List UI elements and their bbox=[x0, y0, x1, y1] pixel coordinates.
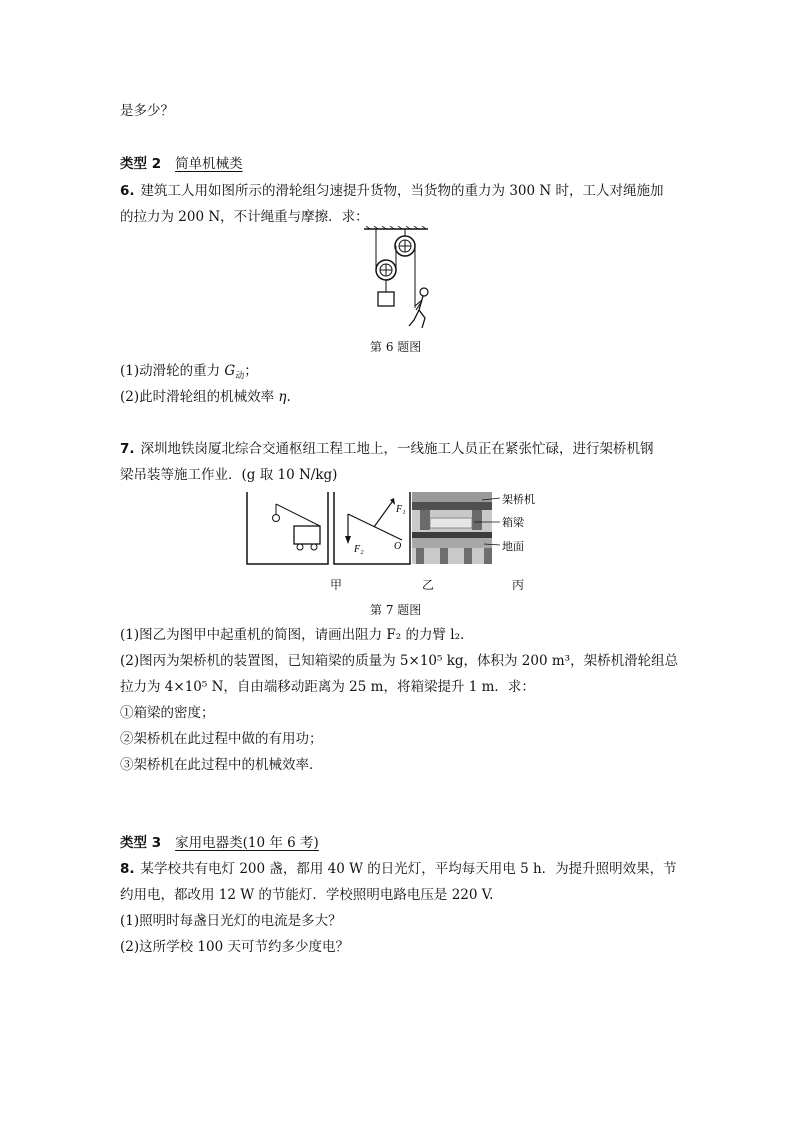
label-jia: 甲 bbox=[330, 578, 343, 592]
q6-line-2: 的拉力为 200 N，不计绳重与摩擦．求： bbox=[120, 209, 369, 225]
bridge-erector-photo bbox=[412, 492, 492, 564]
q7-sub-2-line-2: 拉力为 4×10⁵ N，自由端移动距离为 25 m，将箱梁提升 1 m．求： bbox=[120, 679, 535, 695]
q7-sub-2-line-1: (2)图丙为架桥机的装置图，已知箱梁的质量为 5×10⁵ kg，体积为 200 m³，架桥机滑轮组总 bbox=[120, 653, 679, 669]
label-bing: 丙 bbox=[512, 578, 525, 592]
q6-line-1 bbox=[120, 182, 663, 200]
q6-sub-1-text: (1)动滑轮的重力 bbox=[120, 363, 225, 379]
q8-text-1: 某学校共有电灯 200 盏，都用 40 W 的日光灯，平均每天用电 5 h．为提升照明效果，节 bbox=[140, 861, 677, 877]
q7-line-2: 梁吊装等施工作业．(g 取 10 N/kg) bbox=[120, 467, 338, 483]
section-3-name bbox=[175, 835, 319, 851]
label-F2: F₂ bbox=[354, 544, 364, 555]
q7-text-1: 深圳地铁岗厦北综合交通枢纽工程工地上，一线施工人员正在紧张忙碌，进行架桥机钢 bbox=[140, 441, 654, 457]
q6-sub-1 bbox=[120, 362, 258, 386]
section-3-number: 类型 3 bbox=[120, 835, 162, 851]
q6-sub-1-end: ； bbox=[244, 363, 258, 379]
q6-sub-2-end: . bbox=[286, 389, 291, 405]
label-jiaqiaoji: 架桥机 bbox=[502, 493, 535, 506]
label-xiangliang: 箱梁 bbox=[502, 516, 524, 529]
q6-sub-1-var: G bbox=[224, 363, 236, 379]
section-2-name: 简单机械类 bbox=[175, 156, 243, 172]
crane-diagram-jia bbox=[247, 492, 328, 564]
section-2-heading bbox=[120, 155, 243, 173]
q8-sub-2: (2)这所学校 100 天可节约多少度电？ bbox=[120, 939, 349, 955]
q7-line-1 bbox=[120, 440, 654, 458]
q8-number: 8. bbox=[120, 861, 135, 877]
q6-figure-caption: 第 6 题图 bbox=[370, 340, 422, 354]
section-3-note: (10 年 6 考) bbox=[242, 835, 319, 851]
q8-line-1 bbox=[120, 860, 677, 878]
q8-sub-1: (1)照明时每盏日光灯的电流是多大？ bbox=[120, 913, 342, 929]
q7-sub-1: (1)图乙为图甲中起重机的简图，请画出阻力 F₂ 的力臂 l₂. bbox=[120, 627, 465, 643]
q7-sub-2-item-1: ①箱梁的密度； bbox=[120, 705, 215, 721]
q6-sub-2-var: η bbox=[278, 389, 287, 405]
q6-sub-2 bbox=[120, 388, 291, 406]
q6-pulley-figure bbox=[362, 226, 442, 334]
q8-line-2: 约用电，都改用 12 W 的节能灯．学校照明电路电压是 220 V. bbox=[120, 887, 494, 903]
label-O: O bbox=[394, 541, 402, 552]
label-F1: F₁ bbox=[396, 504, 406, 515]
label-yi: 乙 bbox=[422, 578, 435, 592]
previous-question-tail: 是多少？ bbox=[120, 103, 174, 119]
q7-number: 7. bbox=[120, 441, 135, 457]
crane-schematic-yi bbox=[334, 492, 410, 564]
q6-text-1: 建筑工人用如图所示的滑轮组匀速提升货物，当货物的重力为 300 N 时，工人对绳施加 bbox=[140, 183, 664, 199]
q7-figure-caption: 第 7 题图 bbox=[370, 603, 422, 617]
section-3-name-text: 家用电器类 bbox=[175, 835, 243, 851]
q7-sub-2-item-3: ③架桥机在此过程中的机械效率． bbox=[120, 757, 323, 773]
q7-sub-2-item-2: ②架桥机在此过程中做的有用功； bbox=[120, 731, 323, 747]
q6-sub-1-subscript: 动 bbox=[235, 371, 245, 382]
q6-number: 6. bbox=[120, 183, 135, 199]
label-dimian: 地面 bbox=[502, 540, 524, 553]
q7-figure bbox=[244, 492, 548, 568]
section-2-number: 类型 2 bbox=[120, 156, 162, 172]
q6-sub-2-text: (2)此时滑轮组的机械效率 bbox=[120, 389, 279, 405]
section-3-heading bbox=[120, 834, 319, 852]
